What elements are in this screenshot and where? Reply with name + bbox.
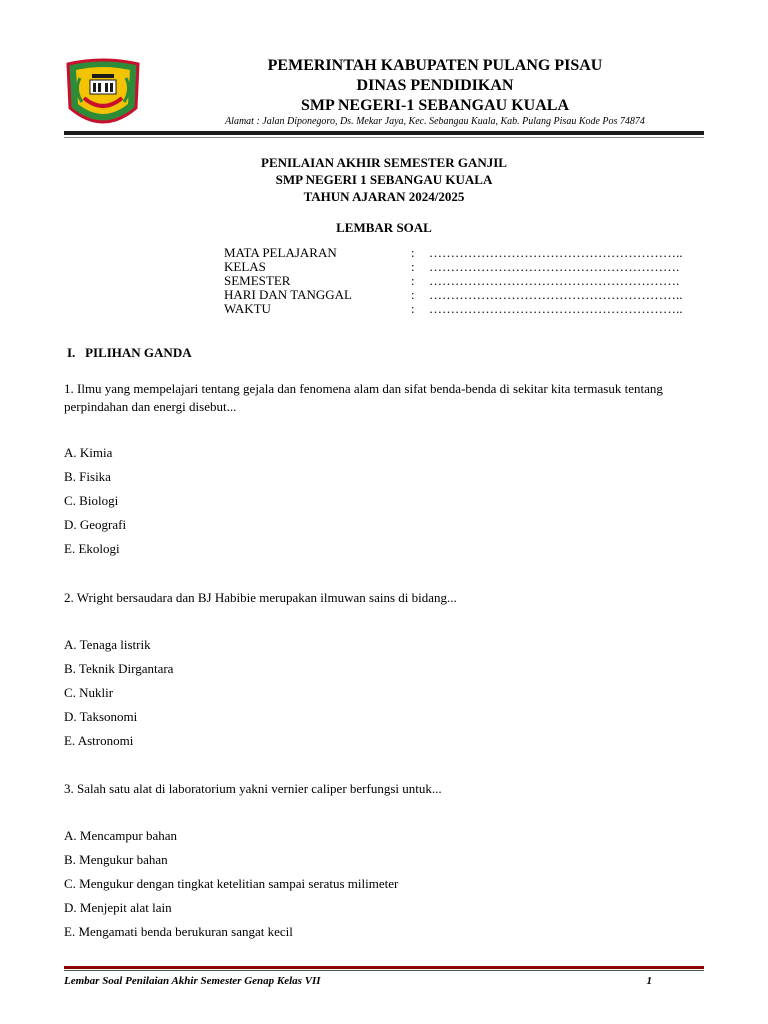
header-address: Alamat : Jalan Diponegoro, Ds. Mekar Jaya, Kec. Sebangau Kuala, Kab. Pulang Pisau Kode Pos 74874 — [225, 116, 645, 127]
question-3-option-e: E. Mengamati benda berukuran sangat kecil — [64, 924, 293, 939]
sheet-title: LEMBAR SOAL — [336, 220, 432, 235]
section-heading — [67, 345, 192, 361]
question-3-option-d: D. Menjepit alat lain — [64, 900, 172, 915]
section-number: I. — [67, 345, 76, 360]
footer-text: Lembar Soal Penilaian Akhir Semester Genap Kelas VII — [64, 975, 321, 987]
question-1-option-e: E. Ekologi — [64, 541, 120, 556]
question-1-option-d: D. Geografi — [64, 517, 127, 532]
page-number: 1 — [646, 975, 652, 987]
exam-info-table — [224, 246, 709, 316]
question-3-option-a: A. Mencampur bahan — [64, 828, 177, 843]
info-row-subject — [224, 246, 709, 260]
question-1-option-b: B. Fisika — [64, 469, 111, 484]
info-row-time — [224, 302, 709, 316]
header-government: PEMERINTAH KABUPATEN PULANG PISAU — [267, 57, 603, 74]
info-colon: : — [411, 301, 415, 316]
question-2-option-c: C. Nuklir — [64, 685, 114, 700]
question-1-option-a: A. Kimia — [64, 445, 113, 460]
footer-divider — [64, 966, 704, 969]
exam-school: SMP NEGERI 1 SEBANGAU KUALA — [275, 172, 493, 187]
question-2: 2. Wright bersaudara dan BJ Habibie merupakan ilmuwan sains di bidang... — [64, 590, 457, 605]
info-row-class — [224, 260, 709, 274]
info-colon: : — [411, 245, 415, 260]
question-3-option-b: B. Mengukur bahan — [64, 852, 168, 867]
info-label: WAKTU — [224, 301, 271, 316]
exam-title: PENILAIAN AKHIR SEMESTER GANJIL — [261, 155, 507, 170]
info-label: MATA PELAJARAN — [224, 245, 337, 260]
info-blank: ………………………………………………….. — [429, 302, 683, 316]
page-footer — [64, 975, 652, 987]
header-school: SMP NEGERI-1 SEBANGAU KUALA — [300, 97, 570, 114]
regency-emblem-logo — [64, 58, 142, 130]
question-2-option-a: A. Tenaga listrik — [64, 637, 151, 652]
info-label: HARI DAN TANGGAL — [224, 287, 352, 302]
info-colon: : — [411, 273, 415, 288]
question-1: 1. Ilmu yang mempelajari tentang gejala dan fenomena alam dan sifat benda-benda di sekitar kita termasuk tentang perpindahan dan energi disebut... — [64, 381, 663, 414]
question-2-option-e: E. Astronomi — [64, 733, 134, 748]
header-divider — [64, 131, 704, 135]
info-label: KELAS — [224, 259, 266, 274]
info-blank: ………………………………………………….. — [429, 288, 683, 302]
info-colon: : — [411, 287, 415, 302]
question-3: 3. Salah satu alat di laboratorium yakni vernier caliper berfungsi untuk... — [64, 781, 442, 796]
question-1-option-c: C. Biologi — [64, 493, 119, 508]
info-blank: ………………………………………………….. — [429, 246, 683, 260]
info-row-date — [224, 288, 709, 302]
question-2-option-b: B. Teknik Dirgantara — [64, 661, 174, 676]
footer-divider-thin — [64, 970, 704, 971]
info-row-semester — [224, 274, 709, 288]
question-3-option-c: C. Mengukur dengan tingkat ketelitian sampai seratus milimeter — [64, 876, 399, 891]
exam-year: TAHUN AJARAN 2024/2025 — [303, 189, 465, 204]
header-divider-thin — [64, 137, 704, 138]
question-2-option-d: D. Taksonomi — [64, 709, 138, 724]
section-title: PILIHAN GANDA — [85, 345, 192, 360]
info-colon: : — [411, 259, 415, 274]
info-label: SEMESTER — [224, 273, 291, 288]
info-blank: …………………………………………………. — [429, 260, 680, 274]
header-department: DINAS PENDIDIKAN — [356, 77, 514, 94]
info-blank: …………………………………………………. — [429, 274, 680, 288]
